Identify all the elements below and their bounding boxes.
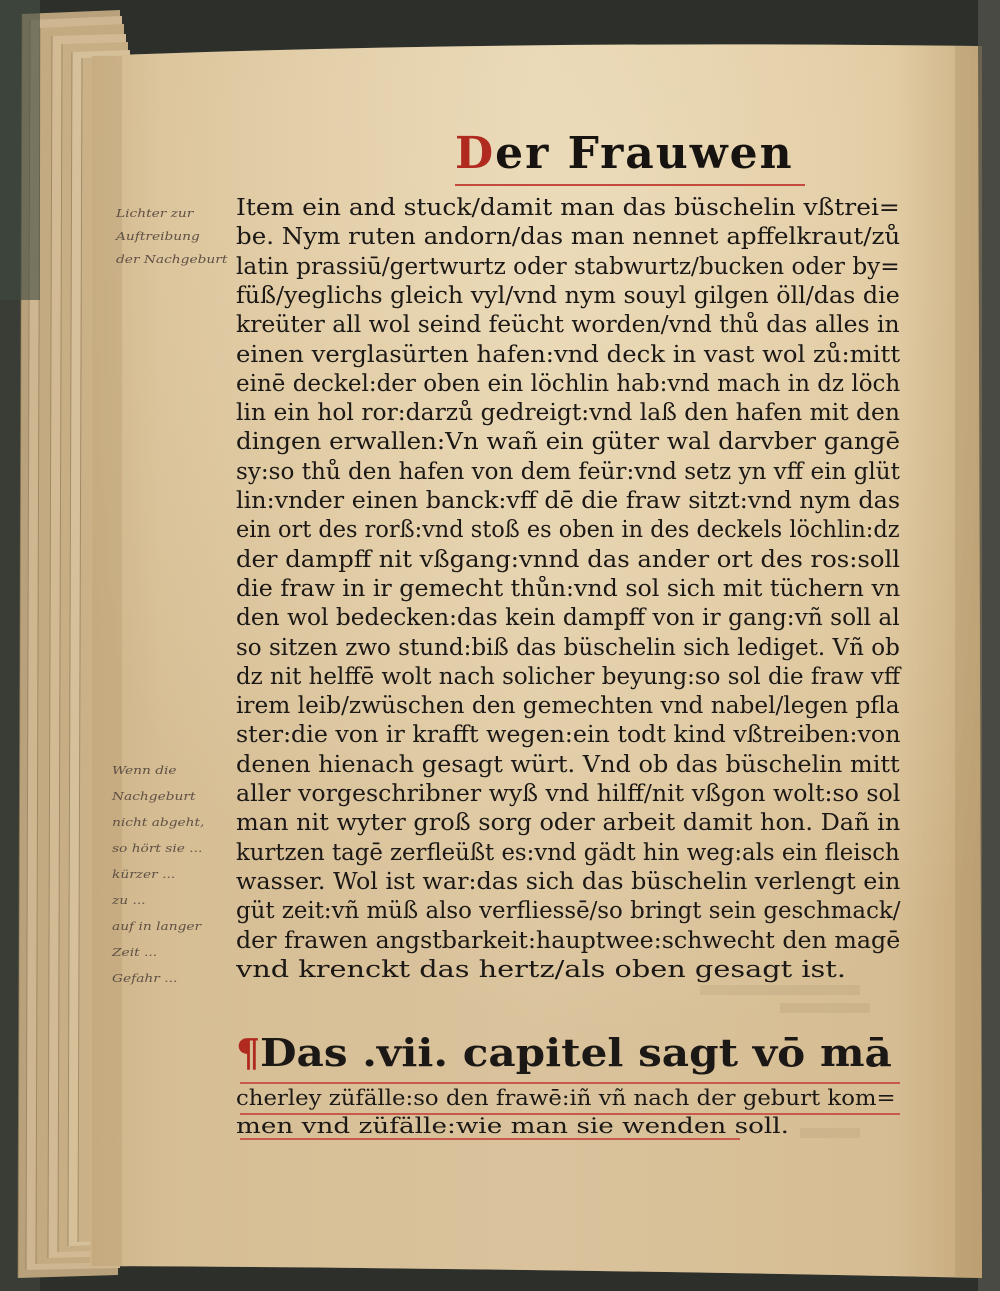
body-line [236,928,906,957]
body-line-text: einen verglasürten hafen:vnd deck in vast wol zů:mitt [236,341,901,368]
body-line [236,752,906,781]
body-line [236,635,906,664]
marginal-note-line: auf in langer [112,920,202,933]
heading-rule [240,1138,740,1140]
body-line-text: füß/yeglichs gleich vyl/vnd nym souyl gilgen öll/das die [236,282,900,309]
page-title [455,128,815,188]
chapter-heading [236,1030,906,1140]
body-line [236,400,906,429]
body-line-text: einē deckel:der oben ein löchlin hab:vnd mach in dz löch [236,370,901,397]
body-line [236,781,906,810]
marginal-note-line: Nachgeburt [112,790,196,803]
body-line [236,195,906,224]
body-line [236,283,906,312]
marginal-note [116,207,234,277]
body-line [236,547,906,576]
page-title-text: Der Frauwen [455,128,794,179]
marginal-note-line: Zeit ... [112,946,158,959]
chapter-heading-line [236,1114,906,1140]
body-line [236,693,906,722]
body-line [236,810,906,839]
chapter-heading-text: cherley züfälle:so den frawē:iñ vñ nach der geburt kom= [236,1086,896,1110]
marginal-note-line: so hört sie ... [112,842,203,855]
body-line [236,371,906,400]
body-line [236,254,906,283]
body-line-text: man nit wyter groß sorg oder arbeit damit hon. Dañ in [236,810,901,837]
body-line-text: ster:die von ir krafft wegen:ein todt kind vßtreiben:von [236,722,901,749]
body-line [236,605,906,634]
body-line [236,429,906,458]
body-line-text: kreüter all wol seind feücht worden/vnd thů das alles in [236,312,900,339]
chapter-heading-line [236,1086,906,1114]
marginal-note-line: Lichter zur [116,207,194,220]
body-line-text: so sitzen zwo stund:biß das büschelin sich lediget. Vñ ob [236,634,900,661]
body-line-text: den wol bedecken:das kein dampff von ir gang:vñ soll al [236,605,900,632]
chapter-heading-text: men vnd züfälle:wie man sie wenden soll. [236,1114,790,1138]
body-line-text: lin:vnder einen banck:vff dē die fraw sitzt:vnd nym das [236,488,901,514]
body-line [236,576,906,605]
body-line [236,517,906,546]
marginal-note [112,764,227,1004]
body-line-text: dz nit helffē wolt nach solicher beyung:so sol die fraw vff [236,663,901,690]
marginal-note-line: zu ... [112,894,146,907]
body-line [236,224,906,253]
title-rule [455,184,805,186]
body-line-text: ein ort des rorß:vnd stoß es oben in des deckels löchlin:dz [236,517,900,544]
body-line-text: Item ein and stuck/damit man das büschelin vßtrei= [236,195,900,221]
body-line [236,722,906,751]
body-line-text: vnd krenckt das hertz/als oben gesagt ist. [236,956,846,983]
body-line-text: der frawen angstbarkeit:hauptwee:schwecht den magē [236,927,901,954]
body-line-text: lin ein hol ror:darzů gedreigt:vnd laß den hafen mit den [236,400,900,427]
body-line-text: irem leib/zwüschen den gemechten vnd nabel/legen pfla [236,693,900,720]
marginal-note-line: der Nachgeburt [116,253,228,266]
marginal-note-line: kürzer ... [112,868,176,881]
marginal-note-line: Gefahr ... [112,972,178,985]
body-line-text: wasser. Wol ist war:das sich das büschelin verlengt ein [236,868,901,895]
marginal-note-line: nicht abgeht, [112,816,205,829]
chapter-heading-text: Das .vii. capitel sagt vō mā [260,1030,893,1075]
body-line-text: kurtzen tagē zerfleüßt es:vnd gädt hin weg:als ein fleisch [236,839,900,866]
body-line-text: be. Nym ruten andorn/das man nennet apffelkraut/zů [236,224,901,251]
body-line [236,840,906,869]
body-line [236,342,906,371]
body-line-text: aller vorgeschribner wyß vnd hilff/nit vßgon wolt:so sol [236,781,901,807]
body-line [236,312,906,341]
body-line-text: latin prassiū/gertwurtz oder stabwurtz/bucken oder by= [236,253,900,280]
body-line-text: denen hienach gesagt würt. Vnd ob das büschelin mitt [236,751,900,778]
heading-rule [240,1082,900,1084]
body-line-text: güt zeit:vñ müß also verfliessē/so bringt sein geschmack/ [236,898,901,925]
marginal-note-line: Auftreibung [116,230,200,243]
body-line-text: sy:so thů den hafen von dem feür:vnd setz yn vff ein glüt [236,458,900,485]
chapter-heading-line [236,1030,906,1084]
body-line-text: der dampff nit vßgang:vnnd das ander ort des ros:soll [236,546,901,573]
marginal-note-line: Wenn die [112,764,177,777]
body-line [236,459,906,488]
pilcrow-mark: ¶ [236,1030,261,1075]
body-line [236,488,906,517]
body-line [236,957,906,986]
body-line [236,898,906,927]
body-line [236,869,906,898]
body-text [236,195,906,985]
body-line [236,664,906,693]
body-line-text: die fraw in ir gemecht thůn:vnd sol sich mit tüchern vn [236,575,901,602]
body-line-text: dingen erwallen:Vn wañ ein güter wal darvber gangē [236,429,900,456]
